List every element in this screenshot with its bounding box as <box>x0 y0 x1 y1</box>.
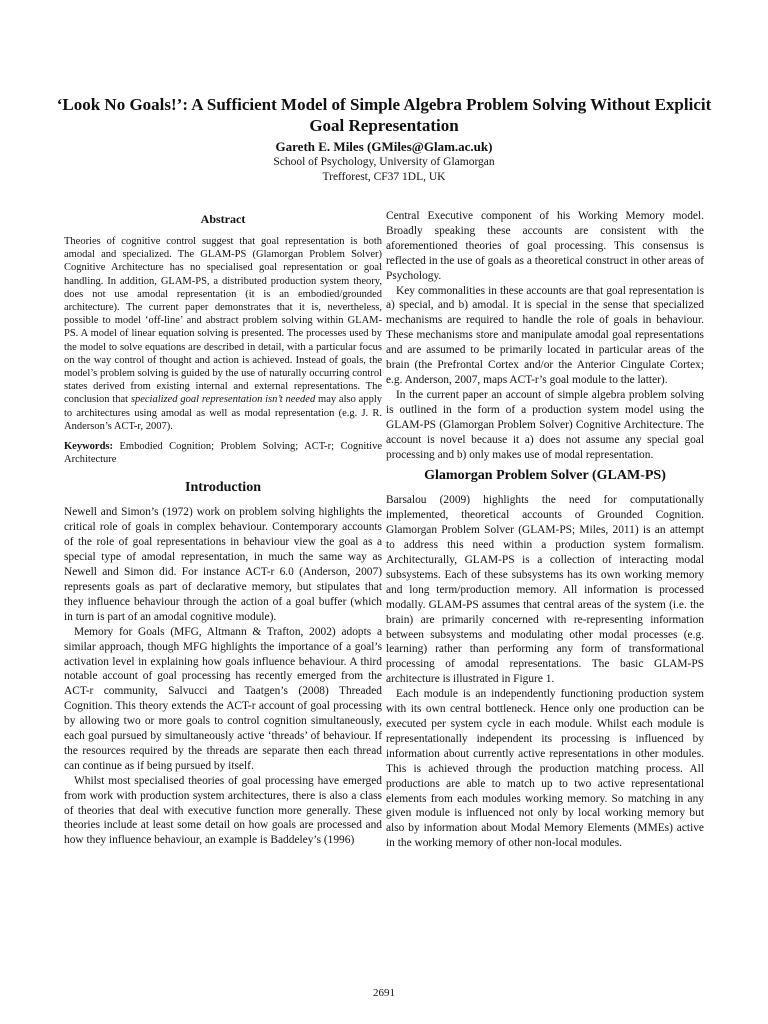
paper-title: ‘Look No Goals!’: A Sufficient Model of Simple Algebra Problem Solving Without Explicit Goal Representation <box>56 95 712 135</box>
intro-paragraph-3: Whilst most specialised theories of goal processing have emerged from work with production system architectures, there is also a class of theories that deal with executive function more generally. These theories include at least some detail on how goals are processed and how they influence behaviour, an example is Baddeley’s (1996) <box>64 774 382 847</box>
right-column <box>386 209 704 851</box>
abstract-emphasis: specialized goal representation isn’t needed <box>130 394 316 406</box>
glamps-paragraph-2: Each module is an independently functioning production system with its own central bottleneck. Hence only one production can be executed per system cycle in each module. Whilst each module is representationally independent its processing is influenced by information about currently active representations in other modules. This is achieved through the production matching process. All productions are able to match up to two active representational elements from each modules working memory. So matching in any given module is influenced not only by local working memory but also by information about Modal Memory Elements (MMEs) active in the working memory of other non-local modules. <box>386 688 704 850</box>
affiliation-line-1: School of Psychology, University of Glamorgan <box>273 156 495 168</box>
glamps-heading: Glamorgan Problem Solver (GLAM-PS) <box>424 468 666 484</box>
author-line: Gareth E. Miles (GMiles@Glam.ac.uk) <box>275 139 493 154</box>
page-number: 2691 <box>373 987 395 999</box>
intro-paragraph-4: Central Executive component of his Working Memory model. Broadly speaking these accounts are consistent with the aforementioned theories of goal processing. This consensus is reflected in the use of goals as a theoretical construct in other areas of Psychology. <box>386 210 704 282</box>
keywords-label: Keywords: <box>64 441 113 453</box>
abstract-text <box>64 235 382 433</box>
abstract-text-end: may also apply to architectures using amodal as well as modal representation (e.g. J. R. Anderson’s ACT-r, 2007). <box>64 394 382 432</box>
glamps-paragraph-1: Barsalou (2009) highlights the need for computationally implemented, theoretical accounts of Grounded Cognition. Glamorgan Problem Solver (GLAM-PS; Miles, 2011) is an attempt to address this need within a production system formalism. Architecturally, GLAM-PS is a collection of interacting modal subsystems. Each of these subsystems has its own working memory and long term/production memory. All information is processed modally. GLAM-PS assumes that central areas of the system (i.e. the brain) are primarily concerned with re-representing information between subsystems and modulating other modal processes (e.g. learning) rather than performing any form of transformational processing of amodal representations. The basic GLAM-PS architecture is illustrated in Figure 1. <box>386 494 704 686</box>
intro-paragraph-5: Key commonalities in these accounts are that goal representation is a) special, and b) amodal. It is special in the sense that specialized mechanisms are required to handle the role of goals in behaviour. These mechanisms store and manipulate amodal goal representations and are assumed to be primarily located in particular areas of the brain (the Prefrontal Cortex and/or the Anterior Cingulate Cortex; e.g. Anderson, 2007, maps ACT-r’s goal module to the latter). <box>386 284 704 386</box>
keywords <box>64 440 382 466</box>
abstract-text-start: Theories of cognitive control suggest that goal representation is both amodal and specialized. The GLAM-PS (Glamorgan Problem Solver) Cognitive Architecture has no specialised goal representation or goal handling. In addition, GLAM-PS, a distributed production system theory, does not use amodal representation (it is an embodied/grounded architecture). The current paper demonstrates that it is, nevertheless, possible to model ‘off-line’ and abstract problem solving within GLAM-PS. A model of linear equation solving is presented. The processes used by the model to solve equations are described in detail, with a particular focus on the way control of thought and action is achieved. Instead of goals, the model’s problem solving is guided by the use of naturally occurring control states derived from existing internal and external representations. The conclusion that <box>64 236 382 406</box>
introduction-heading: Introduction <box>185 480 261 496</box>
paper-header <box>40 94 728 185</box>
abstract-heading: Abstract <box>200 212 246 226</box>
intro-paragraph-1: Newell and Simon’s (1972) work on problem solving highlights the critical role of goals in complex behaviour. Contemporary accounts of the role of goal representations in behaviour view the goal as a special type of amodal representation, in much the same way as Newell and Simon did. For instance ACT-r 6.0 (Anderson, 2007) represents goals as part of declarative memory, but stipulates that they influence behaviour through the action of a goal buffer (which in turn is part of an amodal cognitive module). <box>64 506 382 623</box>
intro-paragraph-6: In the current paper an account of simple algebra problem solving is outlined in the form of a production system model using the GLAM-PS (Glamorgan Problem Solver) Cognitive Architecture. The account is novel because it a) does not assume any special goal processing and b) only makes use of modal representation. <box>386 388 704 461</box>
intro-paragraph-2: Memory for Goals (MFG, Altmann & Trafton, 2002) adopts a similar approach, though MFG highlights the importance of a goal’s activation level in explaining how goals influence behaviour. A third notable account of goal processing has recently emerged from the ACT-r community, Salvucci and Taatgen’s (2008) Threaded Cognition. This theory extends the ACT-r account of goal processing by allowing two or more goals to control cognition simultaneously, each goal pursued by simultaneously active ‘threads’ of behaviour. If the resources required by the threads are separate then each thread can continue as if being pursued by itself. <box>64 625 382 772</box>
left-column <box>64 210 382 848</box>
affiliation-line-2: Trefforest, CF37 1DL, UK <box>322 171 446 183</box>
keywords-text: Embodied Cognition; Problem Solving; ACT-r; Cognitive Architecture <box>64 441 382 466</box>
